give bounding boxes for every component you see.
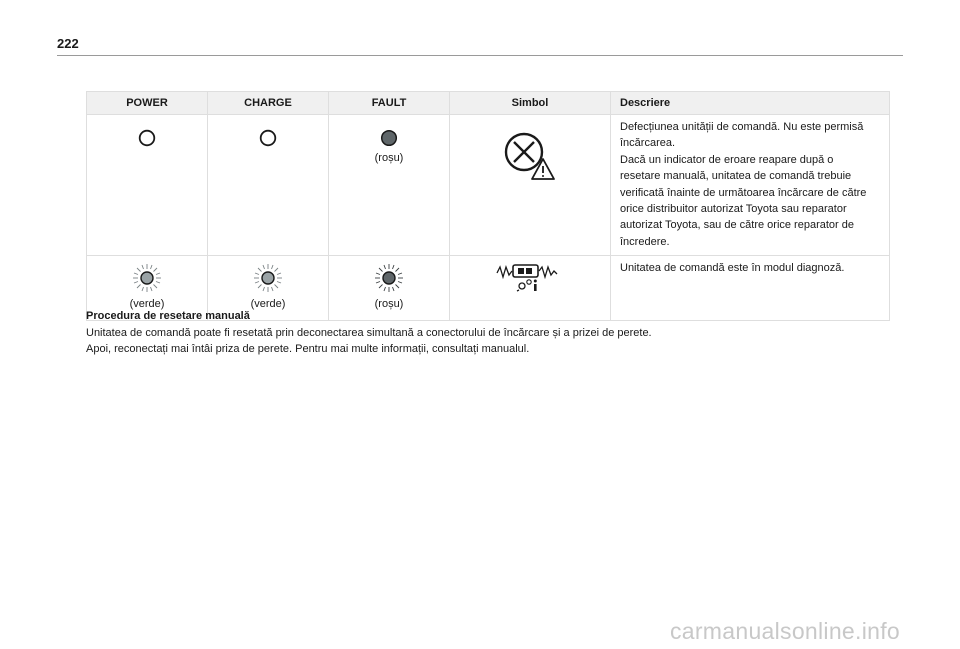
fault-led-caption: (roșu) <box>374 152 404 164</box>
description-line: verificată înainte de următoarea încărcare de către <box>620 186 867 199</box>
watermark: carmanualsonline.info <box>669 618 900 644</box>
procedure-line: Unitatea de comandă poate fi resetată prin deconectarea simultană a conectorului de încărcare și a prizei de perete. <box>86 327 652 339</box>
header-symbol: Simbol <box>450 92 611 115</box>
symbol-cell <box>450 115 611 256</box>
header-rule <box>57 55 903 56</box>
led-status-table <box>86 91 890 321</box>
description-line: Unitatea de comandă este în modul diagnoză. <box>620 262 845 275</box>
power-cell <box>87 115 208 256</box>
table-header-row <box>87 92 890 115</box>
fault-cell <box>329 115 450 256</box>
description-line: încărcarea. <box>620 137 676 150</box>
header-description: Descriere <box>611 92 890 115</box>
power-led-caption: (verde) <box>129 298 165 311</box>
header-fault: FAULT <box>329 92 450 115</box>
description-line: încredere. <box>620 235 670 248</box>
description-line: Dacă un indicator de eroare reapare după o <box>620 153 834 166</box>
symbol-cell <box>450 256 611 321</box>
fault-led-caption: (roșu) <box>374 298 404 311</box>
header-charge: CHARGE <box>208 92 329 115</box>
description-line: orice distribuitor autorizat Toyota sau reparator <box>620 203 847 216</box>
charge-led-caption: (verde) <box>250 298 286 311</box>
charge-led-blinking-icon <box>253 263 283 293</box>
power-led-blinking-icon <box>132 263 162 293</box>
table-row <box>87 115 890 256</box>
charge-led-off-icon <box>259 129 277 147</box>
fault-led-on-icon <box>380 129 398 147</box>
description-line: Defecțiunea unității de comandă. Nu este permisă <box>620 121 864 133</box>
description-line: resetare manuală, unitatea de comandă trebuie <box>620 170 852 183</box>
header-power: POWER <box>87 92 208 115</box>
procedure-line: Apoi, reconectați mai întâi priza de perete. Pentru mai multe informații, consultați manualul. <box>86 343 530 355</box>
fault-cell <box>329 256 450 321</box>
page-number: 222 <box>57 36 79 51</box>
charge-cell <box>208 115 329 256</box>
diagnostic-mode-icon <box>495 264 565 292</box>
description-cell <box>611 115 890 256</box>
description-cell <box>611 256 890 321</box>
procedure-title: Procedura de resetare manuală <box>86 310 250 322</box>
fault-led-blinking-icon <box>374 263 404 293</box>
power-led-off-icon <box>138 129 156 147</box>
description-line: autorizat Toyota, sau de către orice reparator de <box>620 219 854 232</box>
fault-warning-icon <box>500 129 560 183</box>
